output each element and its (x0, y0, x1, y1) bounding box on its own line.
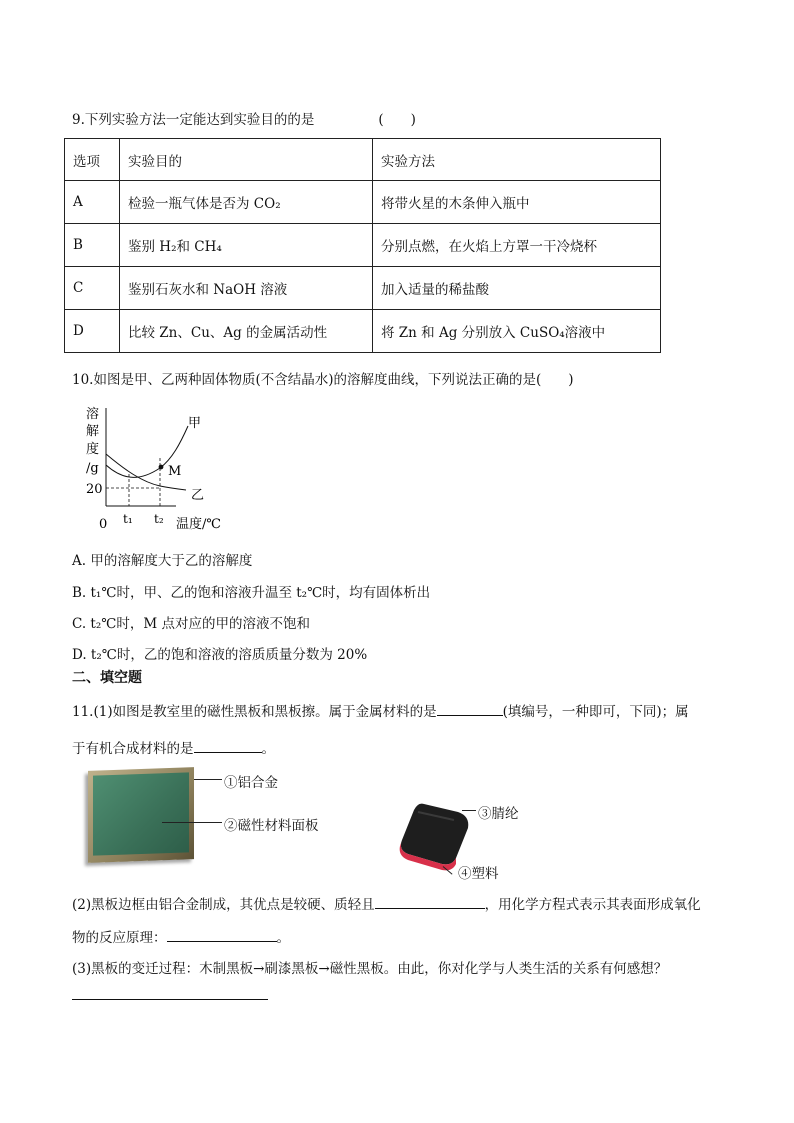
callout-line (194, 779, 222, 780)
answer-blank[interactable] (167, 927, 277, 942)
q11-text: 物的反应原理： (72, 930, 167, 946)
label-plastic: ④塑料 (458, 866, 499, 882)
x-tick-t1: t₁ (123, 512, 133, 526)
y-tick-20: 20 (86, 482, 103, 497)
q11-part-2-line-2 (72, 926, 290, 946)
y-axis-label-char: 度 (86, 442, 100, 457)
q11-line-2 (72, 737, 275, 757)
row-method: 将 Zn 和 Ag 分别放入 CuSO₄溶液中 (373, 310, 661, 353)
question-9-stem (72, 108, 416, 128)
q10-option-b: B. t₁℃时，甲、乙的饱和溶液升温至 t₂℃时，均有固体析出 (72, 585, 431, 601)
label-aluminum-alloy: ①铝合金 (224, 775, 278, 791)
label-acrylic-fiber: ③腈纶 (478, 806, 519, 822)
q11-part-2-line-1 (72, 893, 701, 913)
solubility-curve-graph (80, 404, 240, 532)
answer-blank[interactable] (437, 701, 503, 716)
table-row (65, 224, 661, 267)
table-row (65, 267, 661, 310)
callout-line (162, 822, 222, 823)
table-row (65, 181, 661, 224)
table-row (65, 310, 661, 353)
row-method: 分别点燃，在火焰上方罩一干冷烧杯 (373, 224, 661, 267)
q11-text: 。 (276, 930, 290, 946)
row-option: C (65, 267, 120, 310)
board-face (93, 772, 189, 855)
section-heading: 二、填空题 (72, 670, 142, 686)
point-m (159, 465, 164, 470)
x-axis-label: 温度/℃ (176, 517, 221, 532)
curve-jia-label: 甲 (188, 416, 202, 431)
q10-option-c: C. t₂℃时，M 点对应的甲的溶液不饱和 (72, 616, 310, 632)
q11-text: (2)黑板边框由铝合金制成，其优点是较硬、质轻且 (72, 897, 375, 913)
y-axis-label-char: 解 (86, 424, 100, 439)
row-purpose: 鉴别石灰水和 NaOH 溶液 (120, 267, 373, 310)
q11-text: 于有机合成材料的是 (72, 741, 194, 757)
q9-answer-paren: ( ) (378, 112, 416, 128)
header-option: 选项 (65, 139, 120, 181)
answer-blank[interactable] (375, 894, 485, 909)
y-axis-label-char: 溶 (86, 407, 100, 422)
x-tick-t2: t₂ (154, 512, 164, 526)
row-option: B (65, 224, 120, 267)
q11-text: 。 (261, 741, 275, 757)
q9-options-table (64, 138, 661, 353)
callout-line (462, 810, 476, 811)
y-axis-label-char: /g (86, 461, 99, 476)
header-purpose: 实验目的 (120, 139, 373, 181)
row-option: A (65, 181, 120, 224)
q9-text: 9.下列实验方法一定能达到实验目的的是 (72, 112, 315, 128)
q10-option-d: D. t₂℃时，乙的饱和溶液的溶质质量分数为 20% (72, 647, 368, 663)
label-magnetic-panel: ②磁性材料面板 (224, 818, 319, 834)
curve-yi-label: 乙 (191, 488, 205, 503)
answer-blank[interactable] (194, 738, 262, 753)
q11-text: 11.(1)如图是教室里的磁性黑板和黑板擦。属于金属材料的是 (72, 704, 437, 720)
row-purpose: 鉴别 H₂和 CH₄ (120, 224, 373, 267)
row-method: 将带火星的木条伸入瓶中 (373, 181, 661, 224)
point-m-label: M (168, 464, 182, 479)
q11-part-3: (3)黑板的变迁过程：木制黑板→刷漆黑板→磁性黑板。由此，你对化学与人类生活的关系有何感想？ (72, 961, 668, 977)
question-10-stem: 10.如图是甲、乙两种固体物质(不含结晶水)的溶解度曲线，下列说法正确的是( ) (72, 372, 574, 388)
answer-blank[interactable] (72, 987, 268, 1000)
eraser-image (398, 796, 478, 871)
q11-text: ，用化学方程式表示其表面形成氧化 (484, 897, 701, 913)
origin-label: 0 (99, 517, 108, 532)
row-option: D (65, 310, 120, 353)
q11-line-1 (72, 700, 689, 720)
q10-option-a: A. 甲的溶解度大于乙的溶解度 (72, 553, 253, 569)
row-purpose: 比较 Zn、Cu、Ag 的金属活动性 (120, 310, 373, 353)
row-purpose: 检验一瓶气体是否为 CO₂ (120, 181, 373, 224)
table-header-row (65, 139, 661, 181)
magnetic-blackboard-image (80, 765, 196, 865)
header-method: 实验方法 (373, 139, 661, 181)
q11-text: (填编号，一种即可，下同)；属 (502, 704, 689, 720)
row-method: 加入适量的稀盐酸 (373, 267, 661, 310)
